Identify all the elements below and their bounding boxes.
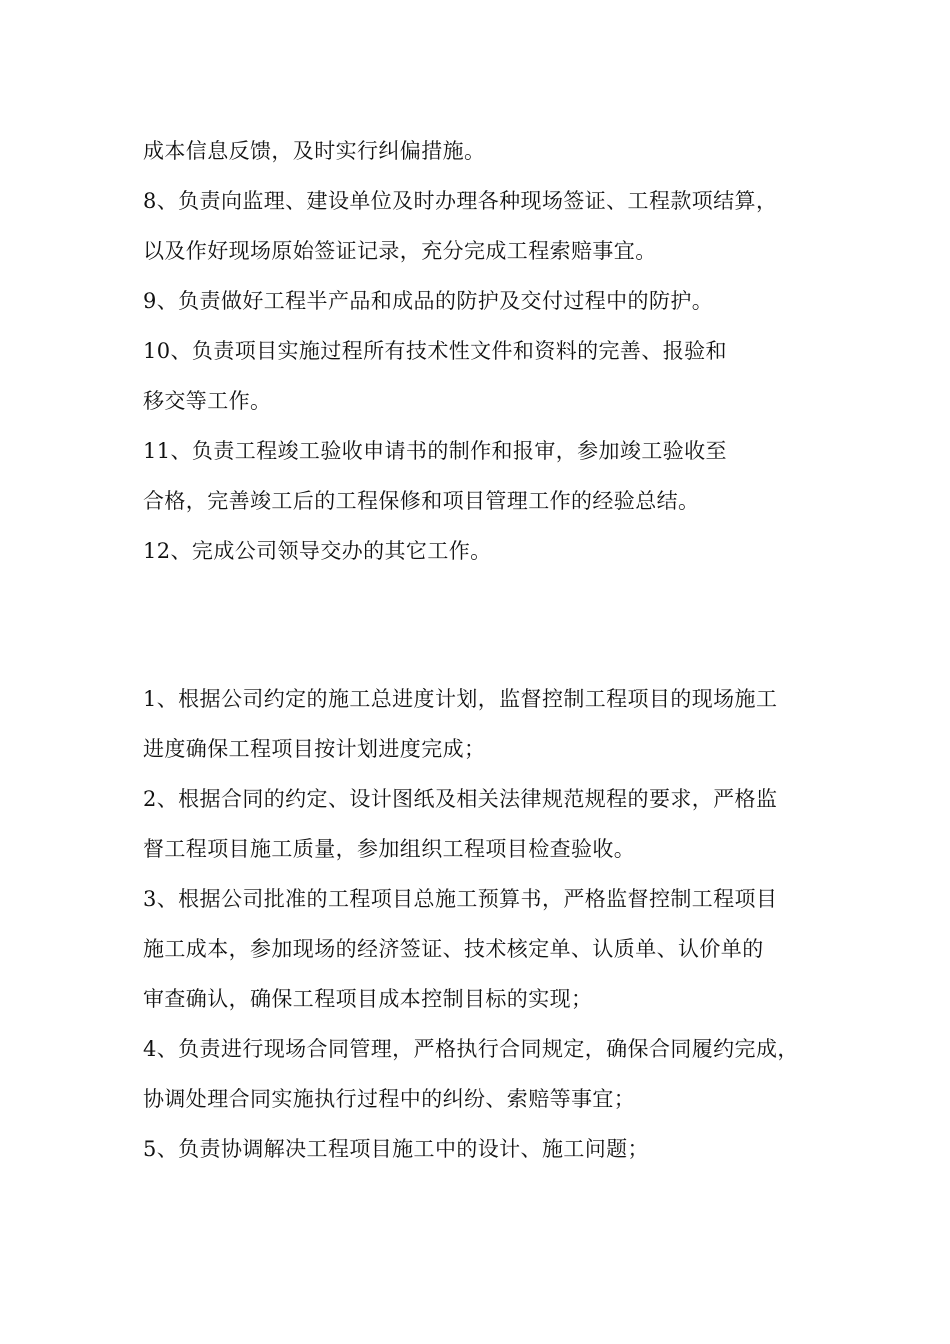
text-line: 4、负责进行现场合同管理，严格执行合同规定，确保合同履约完成， <box>143 1037 799 1061</box>
text-line: 移交等工作。 <box>143 389 272 413</box>
text-line: 以及作好现场原始签证记录，充分完成工程索赔事宜。 <box>143 239 657 263</box>
text-line: 合格，完善竣工后的工程保修和项目管理工作的经验总结。 <box>143 489 700 513</box>
text-line: 10、负责项目实施过程所有技术性文件和资料的完善、报验和 <box>143 339 727 363</box>
text-line: 9、负责做好工程半产品和成品的防护及交付过程中的防护。 <box>143 289 714 313</box>
text-line: 成本信息反馈，及时实行纠偏措施。 <box>143 139 486 163</box>
text-line: 3、根据公司批准的工程项目总施工预算书，严格监督控制工程项目 <box>143 887 778 911</box>
text-line: 8、负责向监理、建设单位及时办理各种现场签证、工程款项结算， <box>143 189 778 213</box>
text-line: 进度确保工程项目按计划进度完成； <box>143 737 486 761</box>
text-line: 督工程项目施工质量，参加组织工程项目检查验收。 <box>143 837 636 861</box>
text-line: 施工成本，参加现场的经济签证、技术核定单、认质单、认价单的 <box>143 937 764 961</box>
text-line: 1、根据公司约定的施工总进度计划，监督控制工程项目的现场施工 <box>143 687 778 711</box>
text-line: 12、完成公司领导交办的其它工作。 <box>143 539 492 563</box>
text-line: 11、负责工程竣工验收申请书的制作和报审，参加竣工验收至 <box>143 439 727 463</box>
text-line: 5、负责协调解决工程项目施工中的设计、施工问题； <box>143 1137 649 1161</box>
text-line: 审查确认，确保工程项目成本控制目标的实现； <box>143 987 593 1011</box>
text-line: 协调处理合同实施执行过程中的纠纷、索赔等事宜； <box>143 1087 636 1111</box>
text-line: 2、根据合同的约定、设计图纸及相关法律规范规程的要求，严格监 <box>143 787 778 811</box>
